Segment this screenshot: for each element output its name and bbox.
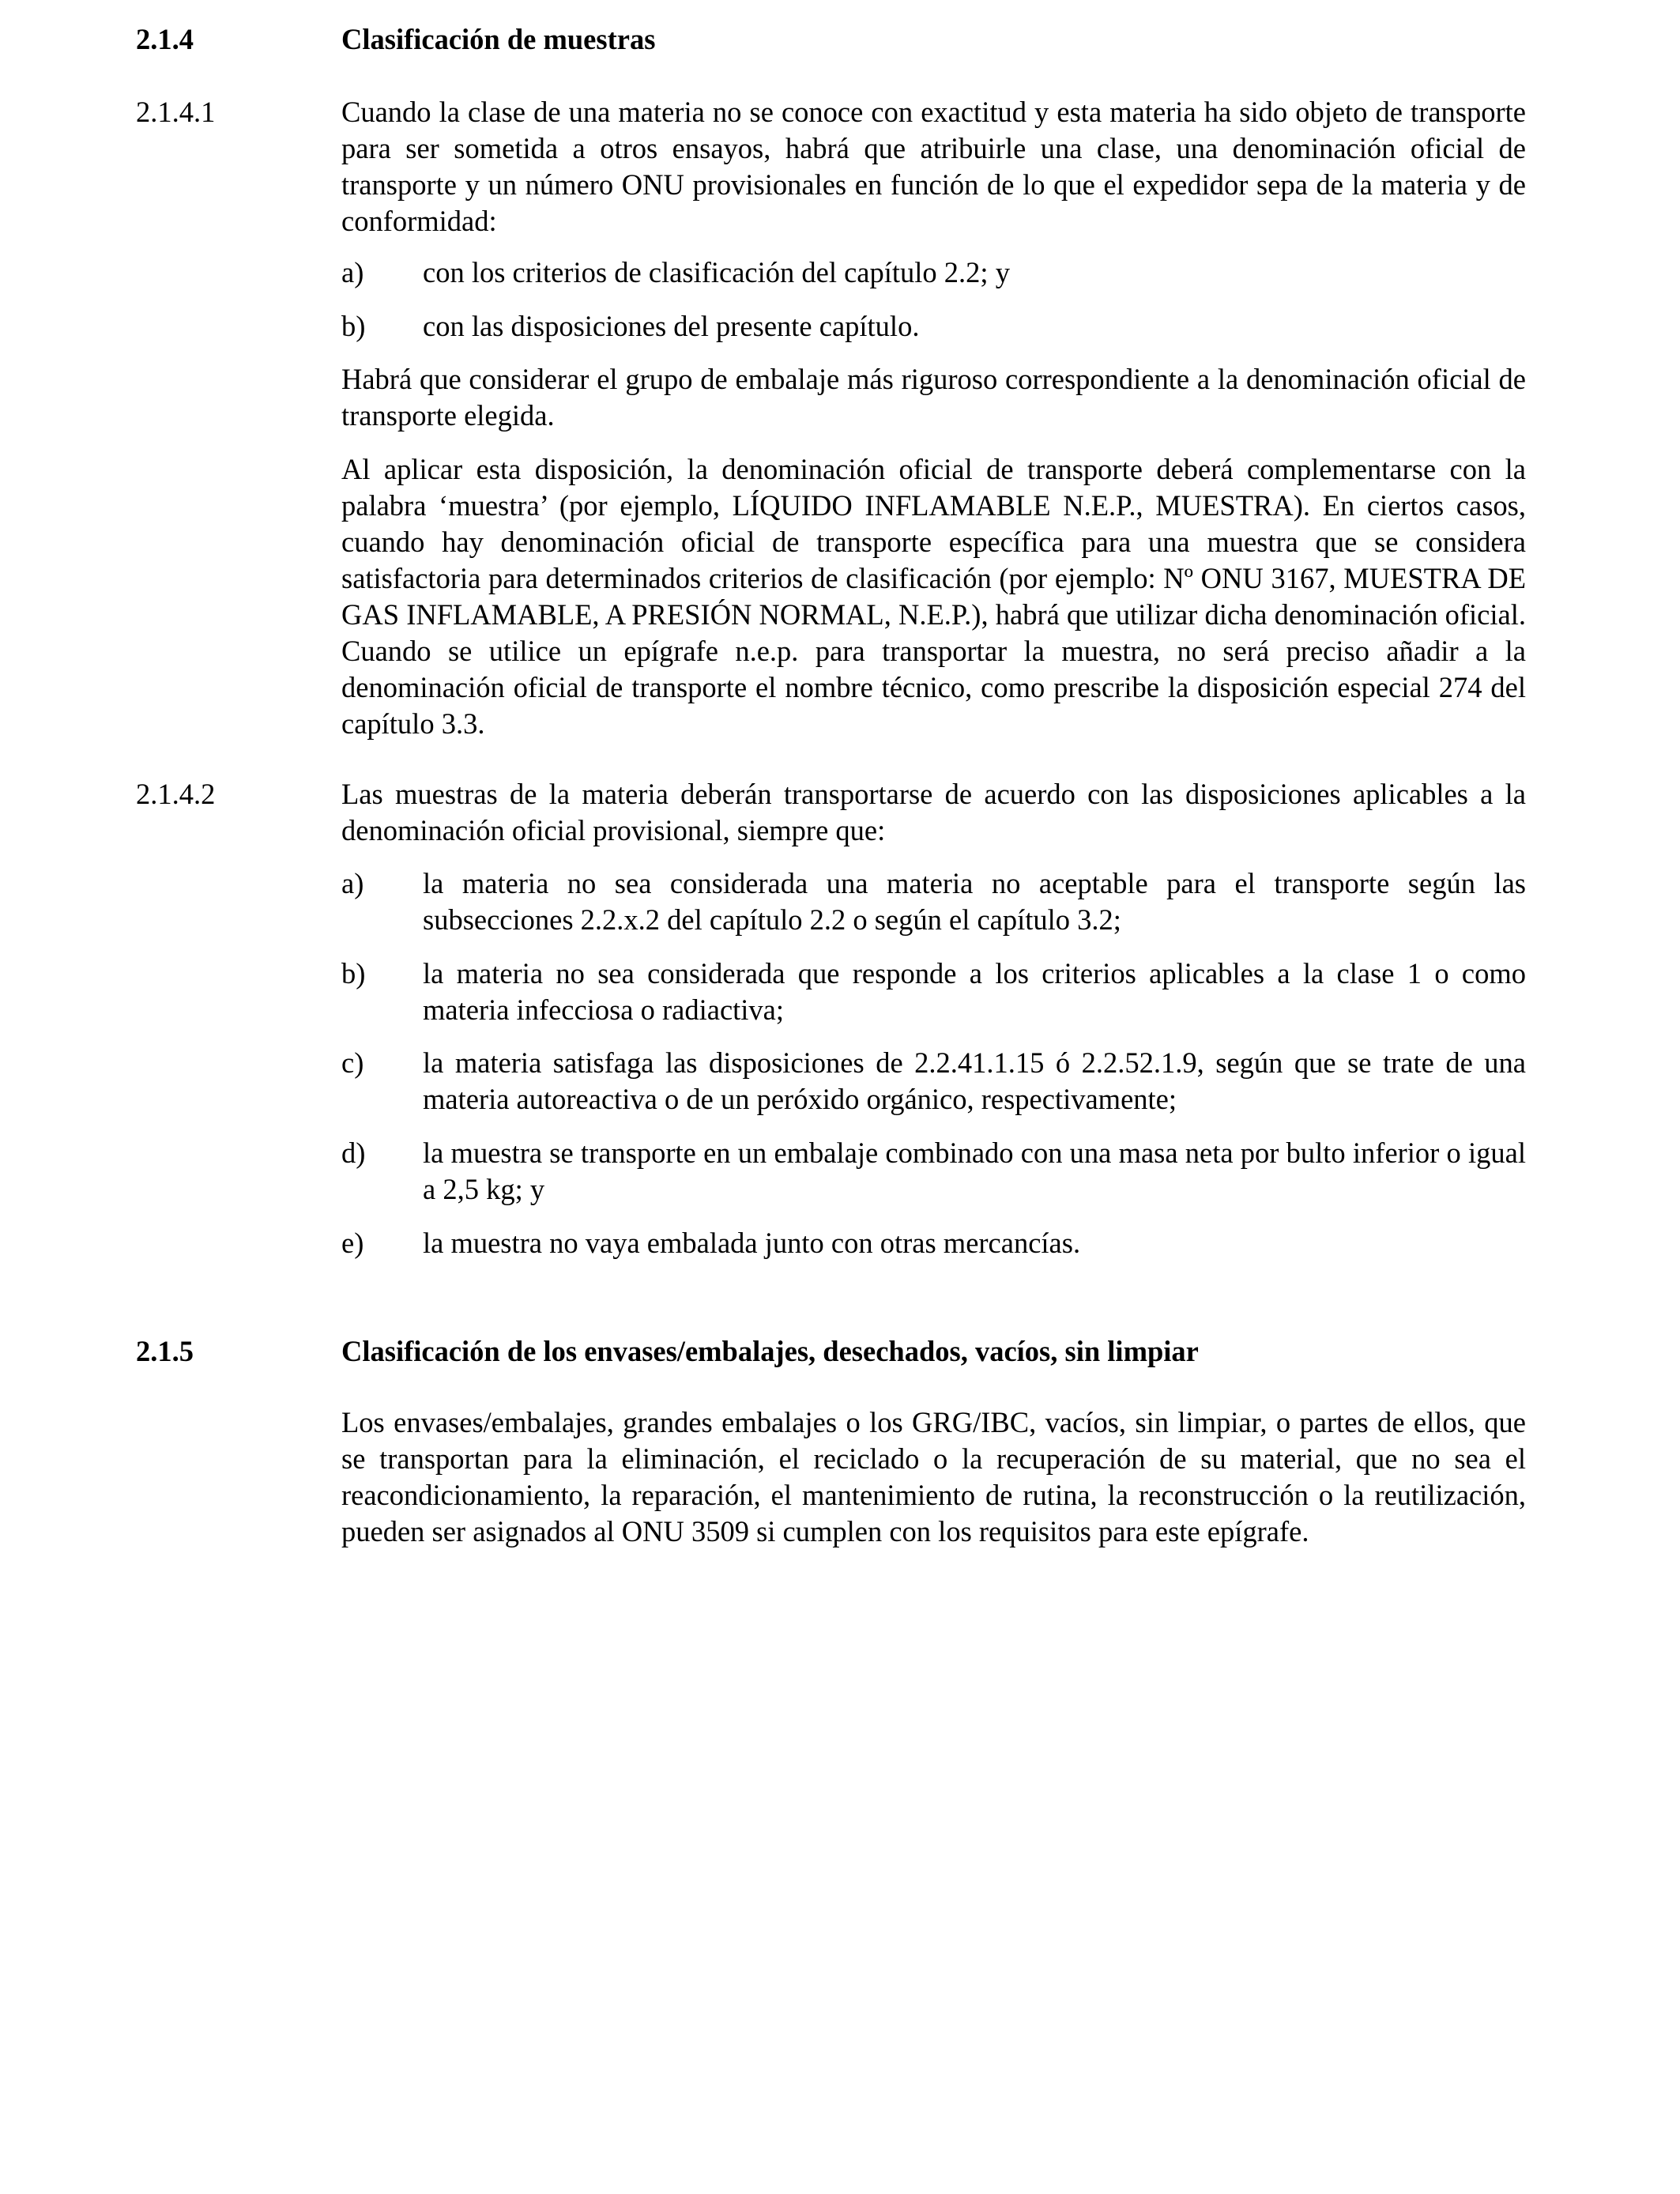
list-item-label: a) [341, 256, 364, 288]
list-item-label: a) [341, 867, 364, 899]
list-item-text: con los criterios de clasificación del capítulo 2.2; y [423, 256, 1010, 288]
section-title-2-1-4: Clasificación de muestras [341, 23, 656, 55]
list-item-label: b) [341, 957, 366, 990]
list-item-label: e) [341, 1227, 364, 1259]
section-number-2-1-4-1: 2.1.4.1 [136, 96, 216, 128]
section-number-2-1-4: 2.1.4 [136, 23, 194, 55]
list-item-label: d) [341, 1137, 366, 1169]
section-title-2-1-5: Clasificación de los envases/embalajes, desechados, vacíos, sin limpiar [341, 1335, 1199, 1367]
section-number-2-1-4-2: 2.1.4.2 [136, 778, 216, 810]
section-2-1-4-1-paragraph-2: Habrá que considerar el grupo de embalaje más riguroso correspondiente a la denominación oficial de transporte elegida. [341, 363, 1526, 432]
list-item-text: la materia satisfaga las disposiciones de 2.2.41.1.15 ó 2.2.52.1.9, según que se trate de una materia autoreactiva o de un peróxido orgánico, respectivamente; [423, 1046, 1526, 1115]
section-2-1-5-body: Los envases/embalajes, grandes embalajes o los GRG/IBC, vacíos, sin limpiar, o partes de ellos, que se transportan para la eliminación, el reciclado o la recuperación de su material, que no sea el reacondicionamiento, la reparación, el mantenimiento de rutina, la reconstrucción o la reutilización, pueden ser asignados al ONU 3509 si cumplen con los requisitos para este epígrafe. [341, 1406, 1526, 1547]
list-item-text: la muestra no vaya embalada junto con otras mercancías. [423, 1227, 1081, 1259]
section-number-2-1-5: 2.1.5 [136, 1335, 194, 1367]
list-item-text: con las disposiciones del presente capítulo. [423, 310, 920, 342]
list-item-text: la materia no sea considerada una materia no aceptable para el transporte según las subsecciones 2.2.x.2 del capítulo 2.2 o según el capítulo 3.2; [423, 867, 1526, 936]
section-2-1-4-1-paragraph-3: Al aplicar esta disposición, la denominación oficial de transporte deberá complementarse con la palabra ‘muestra’ (por ejemplo, LÍQUIDO INFLAMABLE N.E.P., MUESTRA). En ciertos casos, cuando hay denominación oficial de transporte específica para una muestra que se considera satisfactoria para determinados criterios de clasificación (por ejemplo: Nº ONU 3167, MUESTRA DE GAS INFLAMABLE, A PRESIÓN NORMAL, N.E.P.), habrá que utilizar dicha denominación oficial. Cuando se utilice un epígrafe n.e.p. para transportar la muestra, no será preciso añadir a la denominación oficial de transporte el nombre técnico, como prescribe la disposición especial 274 del capítulo 3.3. [341, 453, 1526, 740]
list-item-text: la muestra se transporte en un embalaje combinado con una masa neta por bulto inferior o igual a 2,5 kg; y [423, 1137, 1526, 1205]
list-item-label: c) [341, 1046, 364, 1079]
list-item-label: b) [341, 310, 366, 342]
section-2-1-4-1-intro: Cuando la clase de una materia no se conoce con exactitud y esta materia ha sido objeto de transporte para ser sometida a otros ensayos, habrá que atribuirle una clase, una denominación oficial de transporte y un número ONU provisionales en función de lo que el expedidor sepa de la materia y de conformidad: [341, 96, 1526, 237]
list-item-text: la materia no sea considerada que responde a los criterios aplicables a la clase 1 o como materia infecciosa o radiactiva; [423, 957, 1526, 1026]
section-2-1-4-2-intro: Las muestras de la materia deberán transportarse de acuerdo con las disposiciones aplicables a la denominación oficial provisional, siempre que: [341, 778, 1526, 846]
